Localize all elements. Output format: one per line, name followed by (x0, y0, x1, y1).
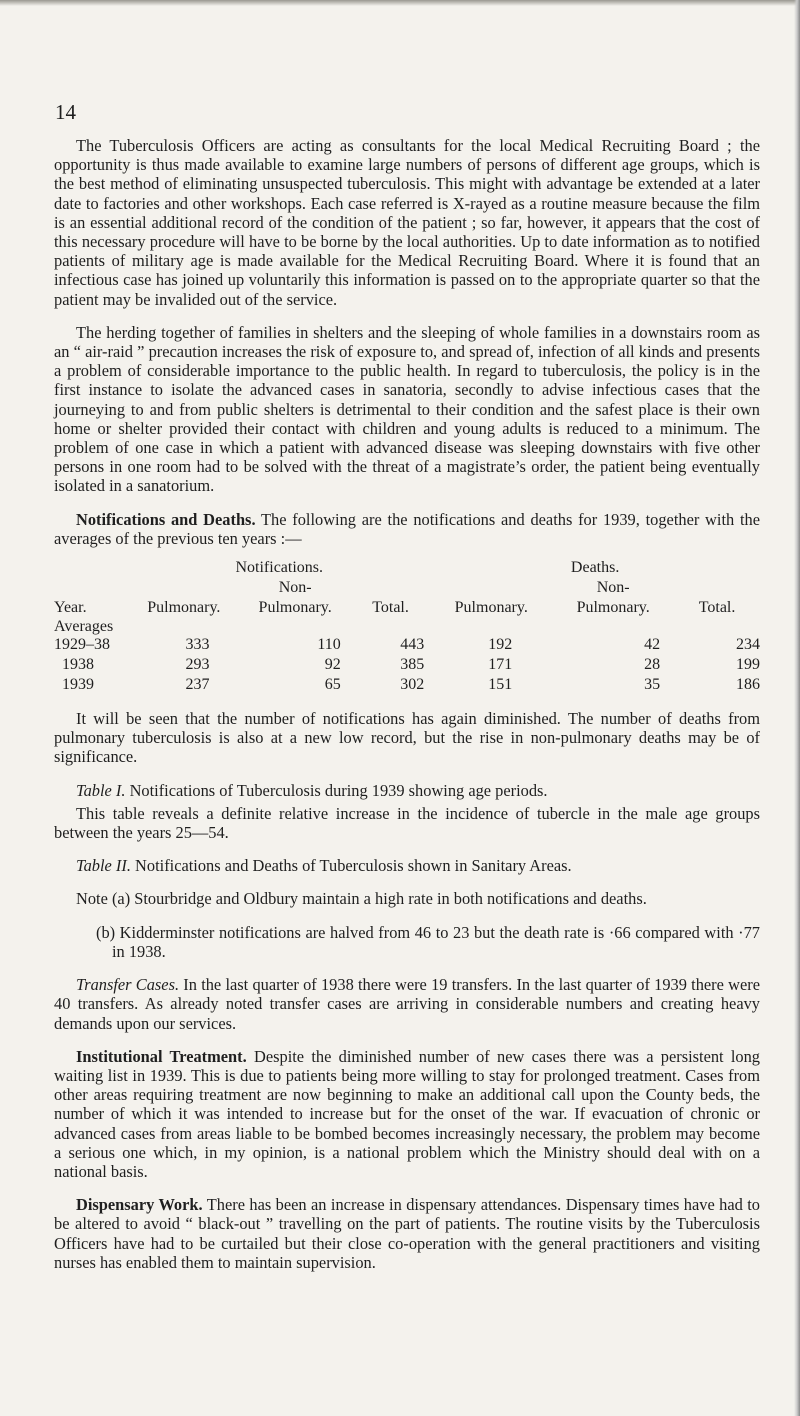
table-1-label: Table I. (76, 780, 126, 800)
table-column-header (54, 598, 760, 618)
paragraph-diminished: It will be seen that the number of notifications has again diminished. The number of deaths from pulmonary tuberculosis is also at a new low record, but the rise in non-pulmonary deaths may be of significance. (54, 709, 760, 767)
dispensary-heading: Dispensary Work. (76, 1195, 203, 1215)
col-deaths-pulmonary: Pulmonary. (454, 599, 528, 617)
cell-deaths-non-pulmonary: 42 (644, 636, 661, 654)
table-row (54, 675, 760, 695)
table-group-header (54, 558, 760, 578)
institutional-heading: Institutional Treatment. (76, 1046, 247, 1066)
paragraph-table-1 (54, 781, 760, 800)
group-deaths: Deaths. (570, 559, 620, 577)
row-year: 1939 (62, 676, 94, 694)
table-row (54, 635, 760, 655)
non-label-deaths: Non- (596, 579, 630, 597)
paragraph-notifications-intro (54, 510, 760, 548)
cell-notif-total: 302 (400, 676, 425, 694)
averages-label: Averages (54, 618, 114, 636)
cell-notif-non-pulmonary: 110 (317, 636, 341, 654)
cell-deaths-non-pulmonary: 28 (644, 656, 661, 674)
cell-deaths-total: 199 (736, 656, 760, 674)
group-notifications: Notifications. (235, 559, 324, 577)
paragraph-consultants: The Tuberculosis Officers are acting as consultants for the local Medical Recruiting Board ; the opportunity is thus made available to examine large numbers of persons of different age groups, which is the best method of eliminating unsuspected tuberculosis. This might with advantage be extended at a later date to factories and other workshops. Each case referred is X-rayed as a routine measure because the film is an essential additional record of the condition of the patient ; so far, however, it appears that the cost of this necessary procedure will have to be borne by the local authorities. Up to date information as to notified patients of military age is made available for the Medical Recruiting Board. Where it is found that an infectious case has joined up voluntarily this information is passed on to the appropriate quarter so that the patient may be invalided out of the service. (54, 136, 760, 309)
page-number: 14 (55, 100, 76, 124)
page-binding-edge (794, 0, 800, 1416)
col-deaths-non-pulmonary: Pulmonary. (576, 599, 650, 617)
col-notif-non-pulmonary: Pulmonary. (258, 599, 332, 617)
table-averages-label-row (54, 618, 760, 635)
row-year: 1929–38 (54, 636, 110, 654)
table-row (54, 655, 760, 675)
col-deaths-total: Total. (698, 599, 736, 617)
notifications-deaths-table (54, 558, 760, 695)
paragraph-table-1-note: This table reveals a definite relative increase in the incidence of tubercle in the male age groups between the years 25—54. (54, 803, 760, 843)
cell-deaths-total: 234 (736, 636, 760, 654)
paragraph-table-2 (54, 856, 760, 875)
transfer-label: Transfer Cases. (76, 975, 180, 995)
row-year: 1938 (62, 656, 94, 674)
institutional-text: Despite the diminished number of new cases there was a persistent long waiting list in 1939. This is due to patients being more willing to stay for prolonged treatment. Cases from other areas requiring treatment are now beginning to make an additional call upon the County beds, the number of which it was intended to increase but for the onset of the war. If evacuation of chronic or advanced cases from areas liable to be bombed becomes increasingly necessary, the problem may become a serious one which, in my opinion, is a national problem which the Ministry should deal with on a national basis. (54, 1046, 760, 1181)
col-year: Year. (54, 599, 87, 617)
notifications-intro-text: The following are the notifications and deaths for 1939, together with the averages of the previous ten years :— (54, 509, 760, 548)
note-b: (b) Kidderminster notifications are halved from 46 to 23 but the death rate is ·66 compared with ·77 in 1938. (96, 922, 760, 961)
document-body (54, 136, 760, 1272)
cell-notif-total: 385 (400, 656, 425, 674)
table-2-label: Table II. (76, 856, 131, 876)
cell-deaths-pulmonary: 151 (488, 676, 513, 694)
paragraph-shelters: The herding together of families in shelters and the sleeping of whole families in a downstairs room as an “ air-raid ” precaution increases the risk of exposure to, and spread of, infection of all kinds and presents a problem of considerable importance to the public health. In regard to tuberculosis, the policy is in the first instance to isolate the advanced cases in sanatoria, secondly to advise infectious cases that the journeying to and from public shelters is detrimental to their condition and the safest place is their own home or shelter provided their contact with children and young adults is reduced to a minimum. The problem of one case in which a patient with advanced disease was sleeping downstairs with five other persons in one room had to be solved with the threat of a magistrate’s order, the patient being eventually isolated in a sanatorium. (54, 322, 760, 496)
cell-notif-pulmonary: 237 (185, 676, 210, 694)
table-1-text: Notifications of Tuberculosis during 1939 showing age periods. (125, 780, 548, 800)
paragraph-dispensary (54, 1195, 760, 1272)
table-2-text: Notifications and Deaths of Tuberculosis shown in Sanitary Areas. (130, 856, 572, 876)
paragraph-institutional (54, 1047, 760, 1181)
dispensary-text: There has been an increase in dispensary attendances. Dispensary times have had to be altered to avoid “ black-out ” travelling on the part of patients. The routine visits by the Tuberculosis Officers have had to be curtailed but their close co-operation with the general practitioners and visiting nurses has enabled them to maintain supervision. (54, 1195, 760, 1272)
col-notif-total: Total. (372, 599, 409, 617)
notifications-heading: Notifications and Deaths. (76, 509, 256, 529)
transfer-text: In the last quarter of 1938 there were 19 transfers. In the last quarter of 1939 there were 40 transfers. As already noted transfer cases are arriving in considerable numbers and creating heavy demands upon our services. (54, 975, 760, 1033)
cell-deaths-pulmonary: 192 (488, 636, 513, 654)
col-notif-pulmonary: Pulmonary. (147, 599, 221, 617)
cell-notif-pulmonary: 333 (185, 636, 210, 654)
table-non-row (54, 578, 760, 598)
note-a: Note (a) Stourbridge and Oldbury maintain a high rate in both notifications and deaths. (76, 889, 647, 909)
cell-notif-non-pulmonary: 65 (324, 676, 341, 694)
cell-deaths-non-pulmonary: 35 (644, 676, 661, 694)
cell-notif-non-pulmonary: 92 (324, 656, 341, 674)
page-top-edge (0, 0, 800, 6)
cell-deaths-pulmonary: 171 (488, 656, 513, 674)
paragraph-transfer-cases (54, 975, 760, 1033)
cell-notif-total: 443 (400, 636, 425, 654)
cell-notif-pulmonary: 293 (185, 656, 210, 674)
cell-deaths-total: 186 (736, 676, 760, 694)
non-label-notifications: Non- (278, 579, 312, 597)
